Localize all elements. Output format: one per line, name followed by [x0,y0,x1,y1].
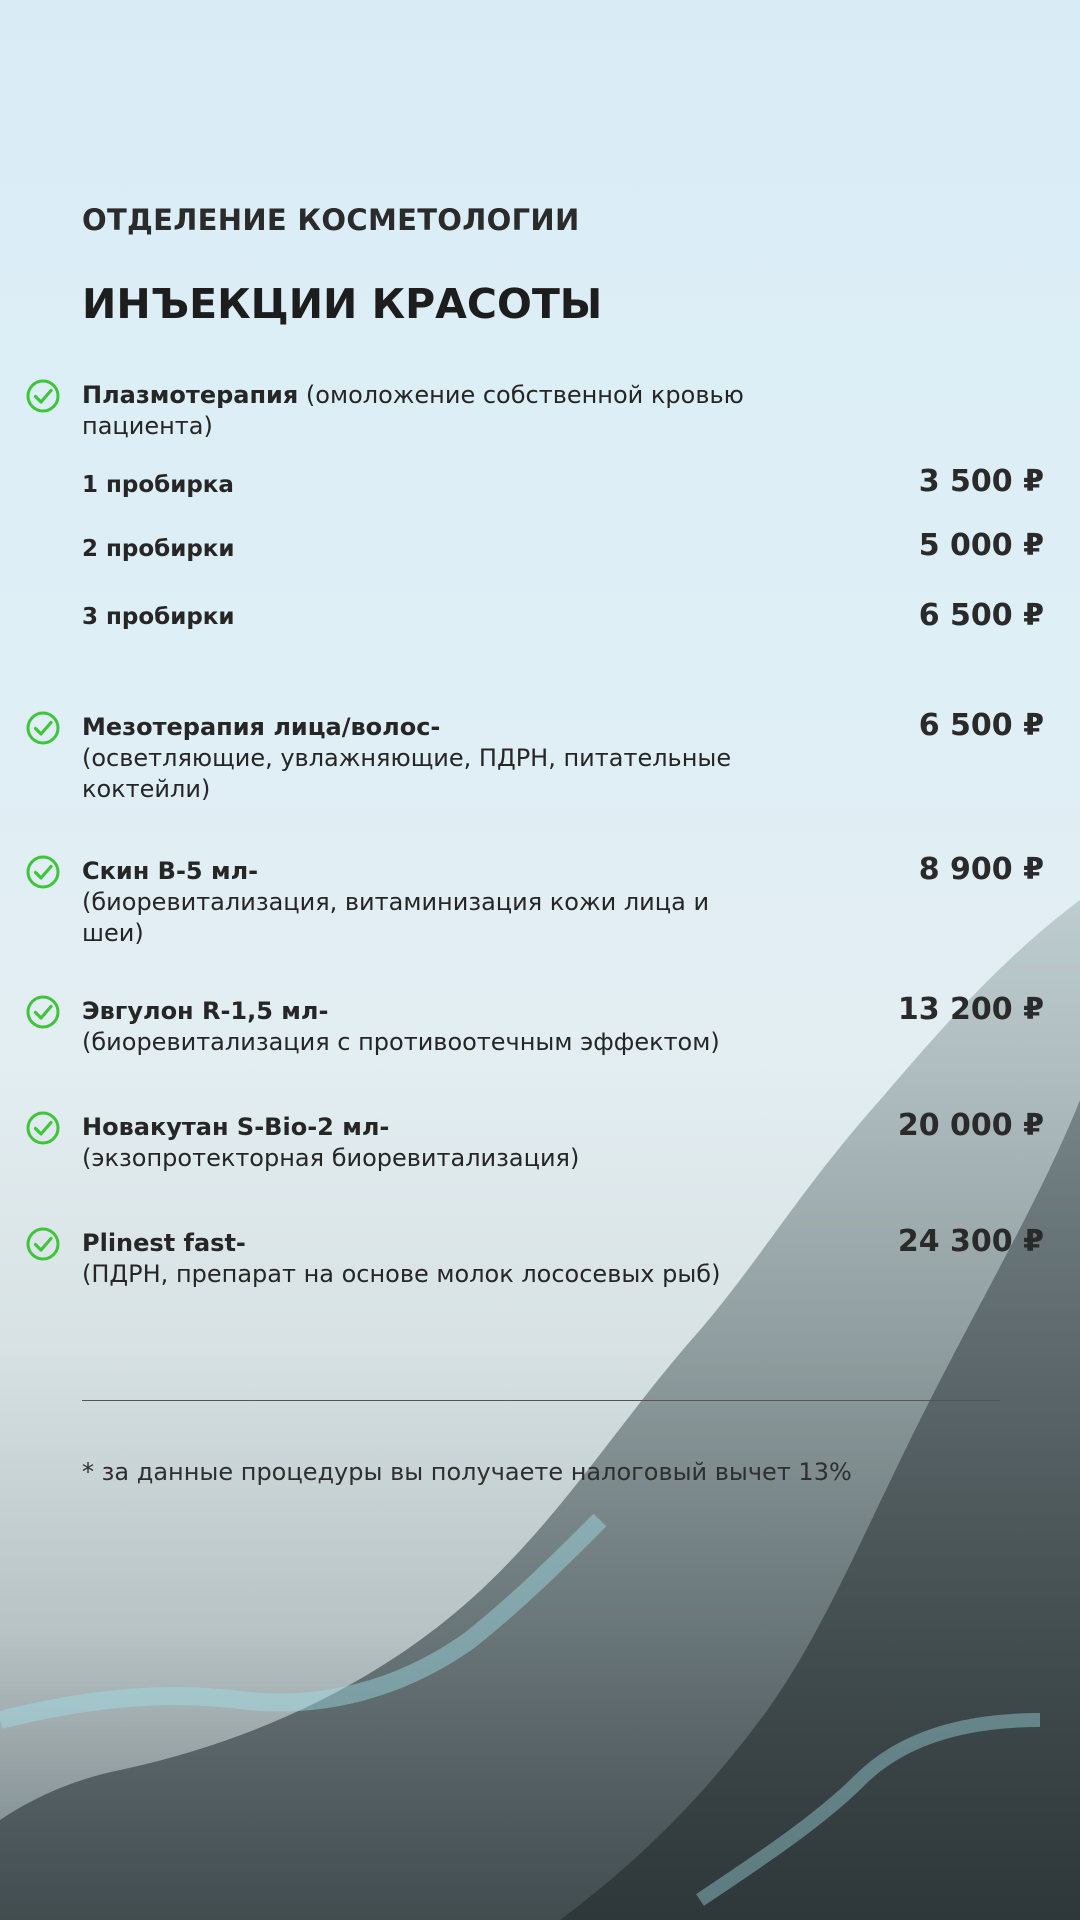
service-name: Эвгулон R-1,5 мл- [82,997,329,1025]
option-price: 5 000 ₽ [918,528,1044,563]
service-description: (биоревитализация с противоотечным эффектом) [82,1028,720,1056]
option-price: 6 500 ₽ [918,598,1044,633]
check-circle-icon [25,1226,61,1262]
service-name: Мезотерапия лица/волос- [82,713,441,741]
check-circle-icon [25,378,61,414]
option-label: 2 пробирки [82,536,235,562]
department-label: ОТДЕЛЕНИЕ КОСМЕТОЛОГИИ [82,203,580,237]
service-price: 24 300 ₽ [897,1224,1044,1259]
service-description: (омоложение собственной кровью пациента) [82,381,744,440]
option-label: 3 пробирки [82,604,235,630]
check-circle-icon [25,710,61,746]
option-price: 3 500 ₽ [918,464,1044,499]
check-circle-icon [25,994,61,1030]
service-description: (биоревитализация, витаминизация кожи лица и шеи) [82,888,710,947]
service-name: Скин В-5 мл- [82,857,259,885]
option-label: 1 пробирка [82,472,234,498]
service-name: Новакутан S-Bio-2 мл- [82,1113,390,1141]
service-price: 13 200 ₽ [897,992,1044,1027]
service-description: (осветляющие, увлажняющие, ПДРН, питательные коктейли) [82,744,732,803]
page-title: ИНЪЕКЦИИ КРАСОТЫ [82,280,603,328]
divider [82,1400,1000,1401]
service-name: Plinest fast- [82,1229,246,1257]
service-price: 20 000 ₽ [897,1108,1044,1143]
service-name: Плазмотерапия [82,381,299,409]
check-circle-icon [25,1110,61,1146]
service-description: (экзопротекторная биоревитализация) [82,1144,580,1172]
service-price: 8 900 ₽ [918,852,1044,887]
service-description: (ПДРН, препарат на основе молок лососевых рыб) [82,1260,721,1288]
service-price: 6 500 ₽ [918,708,1044,743]
footnote: * за данные процедуры вы получаете налоговый вычет 13% [82,1458,852,1486]
check-circle-icon [25,854,61,890]
